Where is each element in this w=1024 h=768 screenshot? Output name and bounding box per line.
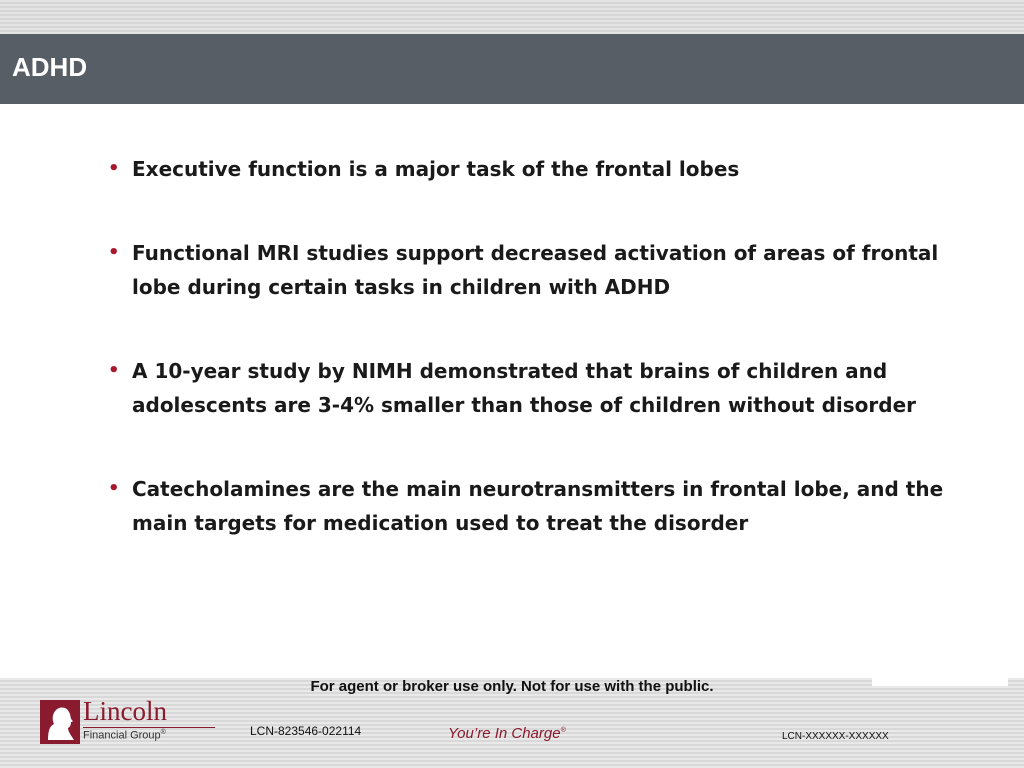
bullet-text: Executive function is a major task of the frontal lobes: [132, 157, 740, 181]
logo-name: Lincoln: [83, 696, 167, 726]
bullet-text: A 10-year study by NIMH demonstrated that brains of children and adolescents are 3-4% smaller than those of children without disorder: [132, 359, 917, 417]
logo-subtitle-text: Financial Group: [83, 729, 161, 742]
tagline: [448, 725, 566, 742]
bullet-item: [105, 354, 985, 422]
tagline-registered-mark: ®: [560, 727, 566, 734]
logo-subtitle: [83, 729, 166, 742]
bullet-marker-icon: •: [108, 158, 120, 179]
bullet-text: Catecholamines are the main neurotransmitters in frontal lobe, and the main targets for medication used to treat the disorder: [132, 477, 944, 535]
bullet-marker-icon: •: [108, 360, 120, 381]
slide-title: ADHD: [12, 52, 88, 82]
registered-mark: ®: [160, 729, 166, 736]
bullet-item: [105, 236, 985, 304]
disclaimer-text: For agent or broker use only. Not for use with the public.: [310, 678, 714, 695]
bullet-item: [105, 472, 985, 540]
bullet-text: Functional MRI studies support decreased activation of areas of frontal lobe during certain tasks in children with ADHD: [132, 241, 939, 299]
bullet-item: [105, 152, 985, 186]
title-bar: [0, 34, 1024, 104]
footer-white-box: [872, 658, 1008, 686]
tagline-text: You’re In Charge: [448, 725, 561, 742]
lincoln-profile-icon: [40, 700, 80, 744]
lcn-code: LCN-823546-022114: [250, 724, 362, 738]
top-texture-band: [0, 0, 1024, 34]
lcn-placeholder-code: LCN-XXXXXX-XXXXXX: [782, 731, 889, 742]
bullet-list: [105, 152, 985, 590]
logo-divider: [83, 727, 215, 728]
bullet-marker-icon: •: [108, 242, 120, 263]
bullet-marker-icon: •: [108, 478, 120, 499]
lincoln-logo: [40, 696, 190, 744]
